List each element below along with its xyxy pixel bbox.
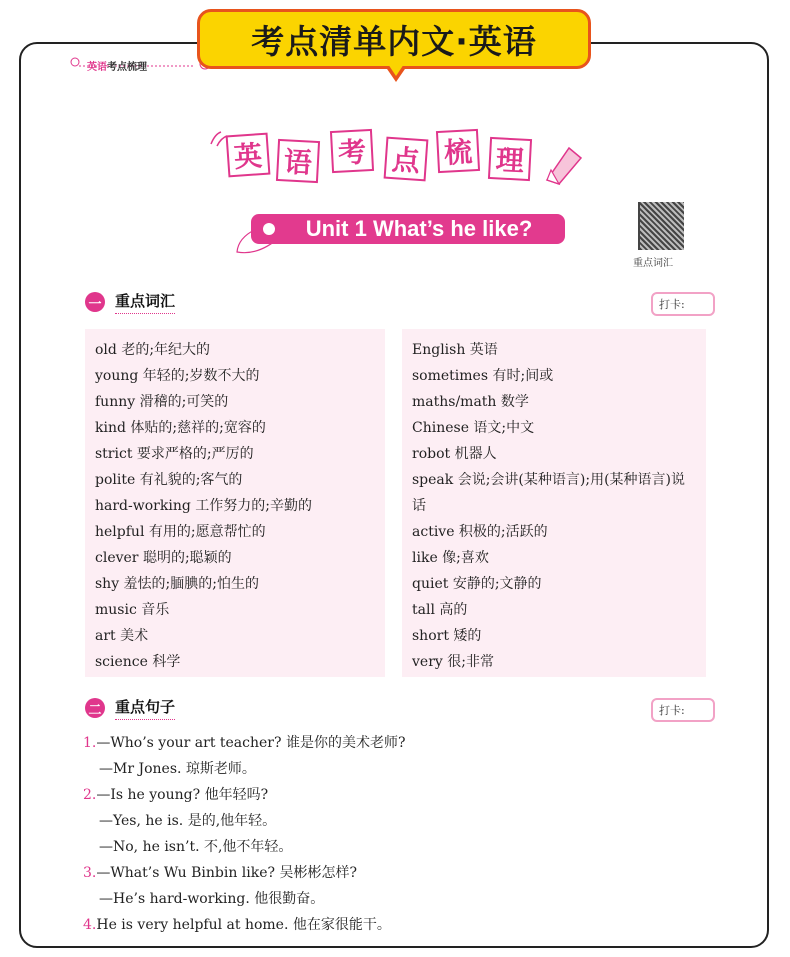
vocab-item: polite 有礼貌的;客气的 [95, 472, 243, 488]
section-number: 二 [85, 698, 105, 718]
page-banner [197, 9, 591, 69]
title-char-5: 梳 [436, 129, 480, 173]
qr-label: 重点词汇 [633, 258, 673, 269]
banner-title: 考点清单内文·英语 [251, 21, 537, 61]
banner-pointer-fill [388, 64, 404, 76]
vocab-item: kind 体贴的;慈祥的;宽容的 [95, 420, 266, 436]
title-char-3: 考 [330, 129, 374, 173]
title-char-4: 点 [384, 137, 429, 182]
vocab-item: funny 滑稽的;可笑的 [95, 394, 229, 410]
vocab-item: music 音乐 [95, 602, 170, 618]
vocab-item: young 年轻的;岁数不大的 [95, 368, 260, 384]
section-number: 一 [85, 292, 105, 312]
section-sentences-header [85, 696, 175, 720]
vocab-item: helpful 有用的;愿意帮忙的 [95, 524, 266, 540]
vocab-item: old 老的;年纪大的 [95, 342, 211, 358]
section-vocab-header [85, 290, 175, 314]
sentence-line: 4.He is very helpful at home. 他在家很能干。 [83, 917, 391, 933]
vocab-item: Chinese 语文;中文 [412, 420, 535, 436]
tag-label: 考点梳理 [107, 62, 147, 73]
sentence-list [83, 730, 743, 938]
vocab-item: shy 羞怯的;腼腆的;怕生的 [95, 576, 259, 592]
vocab-item: hard-working 工作努力的;辛勤的 [95, 498, 312, 514]
unit-dot-icon [263, 223, 275, 235]
vocab-item: art 美术 [95, 628, 149, 644]
vocab-item: like 像;喜欢 [412, 550, 489, 566]
sentence-line: —No, he isn’t. 不,他不年轻。 [99, 839, 293, 855]
title-char-6: 理 [488, 137, 532, 181]
section-title: 重点词汇 [115, 290, 175, 314]
vocab-item: active 积极的;活跃的 [412, 524, 548, 540]
vocab-item: short 矮的 [412, 628, 482, 644]
section-tag [87, 58, 147, 73]
vocab-item: speak 会说;会讲(某种语言);用(某种语言)说话 [412, 472, 685, 514]
vocab-list-left [85, 329, 385, 677]
checkin-box-vocab[interactable]: 打卡: [651, 292, 715, 316]
title-char-1: 英 [226, 133, 271, 178]
unit-title: Unit 1 What’s he like? [251, 214, 565, 244]
sparkle-icon [207, 128, 237, 148]
vocab-item: sometimes 有时;间或 [412, 368, 554, 384]
tag-subject: 英语 [87, 62, 107, 73]
vocab-item: English 英语 [412, 342, 498, 358]
checkin-box-sentences[interactable]: 打卡: [651, 698, 715, 722]
vocab-item: quiet 安静的;文静的 [412, 576, 542, 592]
title-char-2: 语 [276, 139, 320, 183]
vocab-item: robot 机器人 [412, 446, 497, 462]
sentence-line: 1.—Who’s your art teacher? 谁是你的美术老师? [83, 735, 406, 751]
sentence-line: 2.—Is he young? 他年轻吗? [83, 787, 269, 803]
sentence-line: —Mr Jones. 琼斯老师。 [99, 761, 256, 777]
vocab-item: tall 高的 [412, 602, 468, 618]
section-title: 重点句子 [115, 696, 175, 720]
vocab-item: strict 要求严格的;严厉的 [95, 446, 254, 462]
vocab-item: science 科学 [95, 654, 181, 670]
vocab-item: clever 聪明的;聪颖的 [95, 550, 232, 566]
pencil-icon [539, 140, 587, 188]
qr-code[interactable] [638, 202, 684, 250]
page-frame [19, 42, 769, 948]
sentence-line: —He’s hard-working. 他很勤奋。 [99, 891, 325, 907]
vocab-item: maths/math 数学 [412, 394, 529, 410]
sentence-line: —Yes, he is. 是的,他年轻。 [99, 813, 277, 829]
vocab-item: very 很;非常 [412, 654, 494, 670]
vocab-list-right [402, 329, 706, 677]
sentence-line: 3.—What’s Wu Binbin like? 吴彬彬怎样? [83, 865, 357, 881]
